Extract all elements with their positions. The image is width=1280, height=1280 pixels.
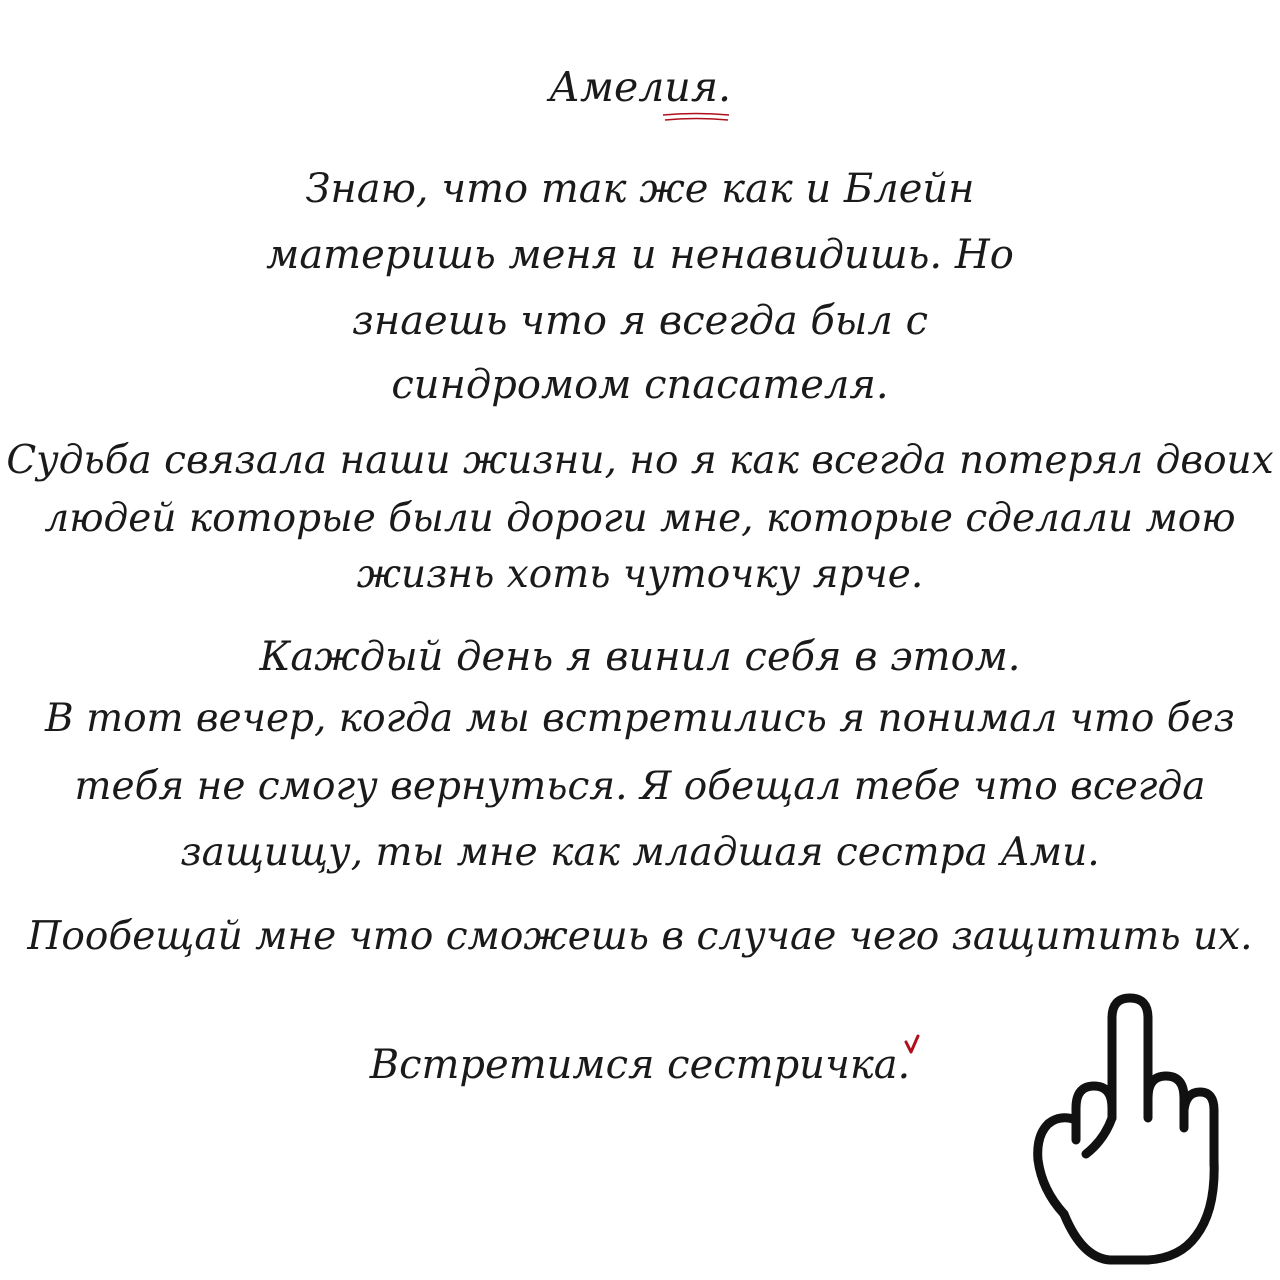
- paragraph-1-line-3: знаешь что я всегда был с: [352, 298, 928, 344]
- paragraph-4-line-3: защищу, ты мне как младшая сестра Ами.: [180, 830, 1100, 875]
- paragraph-2-line-1: Судьба связала наши жизни, но я как всегда потерял двоих: [6, 438, 1274, 483]
- paragraph-2-line-3: жизнь хоть чуточку ярче.: [356, 552, 924, 597]
- paragraph-1-line-2: материшь меня и ненавидишь. Но: [266, 232, 1014, 278]
- paragraph-1-line-1: Знаю, что так же как и Блейн: [305, 166, 975, 212]
- paragraph-2-line-2: людей которые были дороги мне, которые сделали мою: [44, 496, 1236, 541]
- paragraph-4-line-1: В тот вечер, когда мы встретились я понимал что без: [45, 696, 1235, 741]
- paragraph-5: Пообещай мне что сможешь в случае чего защитить их.: [27, 914, 1253, 959]
- paragraph-4-line-2: тебя не смогу вернуться. Я обещал тебе что всегда: [74, 764, 1206, 809]
- red-tick-icon: [902, 1034, 922, 1060]
- paragraph-1-line-4: синдромом спасателя.: [391, 362, 889, 408]
- paragraph-3: Каждый день я винил себя в этом.: [259, 634, 1021, 680]
- letter-title: Амелия.: [549, 63, 731, 111]
- signoff: Встретимся сестричка.: [369, 1042, 911, 1088]
- double-underline-icon: [662, 111, 730, 123]
- middle-finger-hand-icon: [1020, 990, 1220, 1270]
